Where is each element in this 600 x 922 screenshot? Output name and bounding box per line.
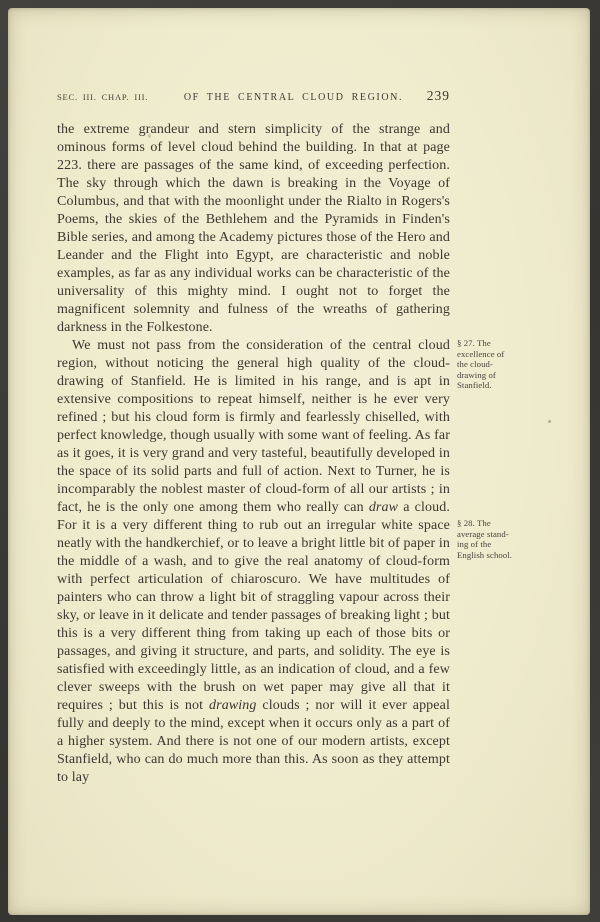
margin-note-line: § 27. The (457, 338, 491, 348)
page-header (57, 88, 450, 104)
text-run: clouds ; nor will it ever appeal fully and deeply to the mind, except when it occurs only as a part of a higher system. And there is not one of our modern artists, except Stanfield, who can do much more than this. As soon as they attempt to lay (57, 698, 450, 785)
running-title: OF THE CENTRAL CLOUD REGION. (183, 92, 404, 103)
margin-note-line: ing of the (457, 539, 492, 550)
margin-note-line: average stand- (457, 528, 509, 539)
margin-note (457, 518, 531, 560)
body-text (57, 121, 450, 787)
margin-note-line: Stanfield. (457, 380, 492, 391)
text-run: the extreme grandeur and stern simplicity of the strange and ominous forms of level cloud behind the building. In that at page 223. there are passages of the same kind, of exceeding perfection. The sky through which the dawn is breaking in the Voyage of Columbus, and that with the moonlight under the Rialto in Rogers's Poems, the skies of the Bethlehem and the Pyramids in Finden's Bible series, and among the Academy pictures those of the Hero and Leander and the Flight into Egypt, are characteristic and noble examples, as far as any individual works can be characteristic of the universality of this mighty mind. I ought not to forget the magnificent solemnity and fulness of the wreaths of gathering darkness in the Folkestone. (57, 122, 450, 335)
paragraph (57, 337, 450, 787)
scan-speck (148, 134, 151, 138)
book-page (8, 8, 590, 915)
paragraph (57, 121, 450, 337)
italic-text: drawing (209, 698, 257, 713)
margin-note (457, 338, 531, 391)
scan-speck (136, 270, 138, 272)
italic-text: draw (368, 500, 399, 515)
running-section-label: SEC. III. CHAP. III. (57, 92, 149, 102)
page-number: 239 (426, 88, 450, 103)
margin-note-line: drawing of (457, 369, 496, 380)
margin-note-line: § 28. The (457, 518, 491, 528)
margin-note-line: English school. (457, 549, 513, 560)
margin-note-line: excellence of (457, 348, 505, 359)
margin-note-line: the cloud- (457, 359, 493, 370)
text-run: a cloud. For it is a very different thing to rub out an irregular white space neatly with the handkerchief, or to leave a bright little bit of paper in the middle of a wash, and to give the real anatomy of cloud-form with perfect articulation of chiaroscuro. We have multitudes of painters who can throw a light bit of straggling vapour across their sky, or leave in it delicate and tender passages of breaking light ; but this is a very different thing from taking up each of those bits or passages, and giving it structure, and parts, and solidity. The eye is satisfied with exceedingly little, as an indication of cloud, and a few clever sweeps with the brush on wet paper may give all that it requires ; but this is not (57, 500, 450, 713)
scan-speck (548, 420, 551, 423)
text-run: We must not pass from the consideration of the central cloud region, without noticing the general high quality of the cloud-drawing of Stanfield. He is limited in his range, and is apt in extensive compositions to repeat himself, neither is he ever very refined ; but his cloud form is firmly and fearlessly chiselled, with perfect knowledge, though usually with some want of feeling. As far as it goes, it is very grand and very tasteful, beautifully developed in the space of its solid parts and full of action. Next to Turner, he is incomparably the noblest master of cloud-form of all our artists ; in fact, he is the only one among them who really can (57, 338, 450, 515)
